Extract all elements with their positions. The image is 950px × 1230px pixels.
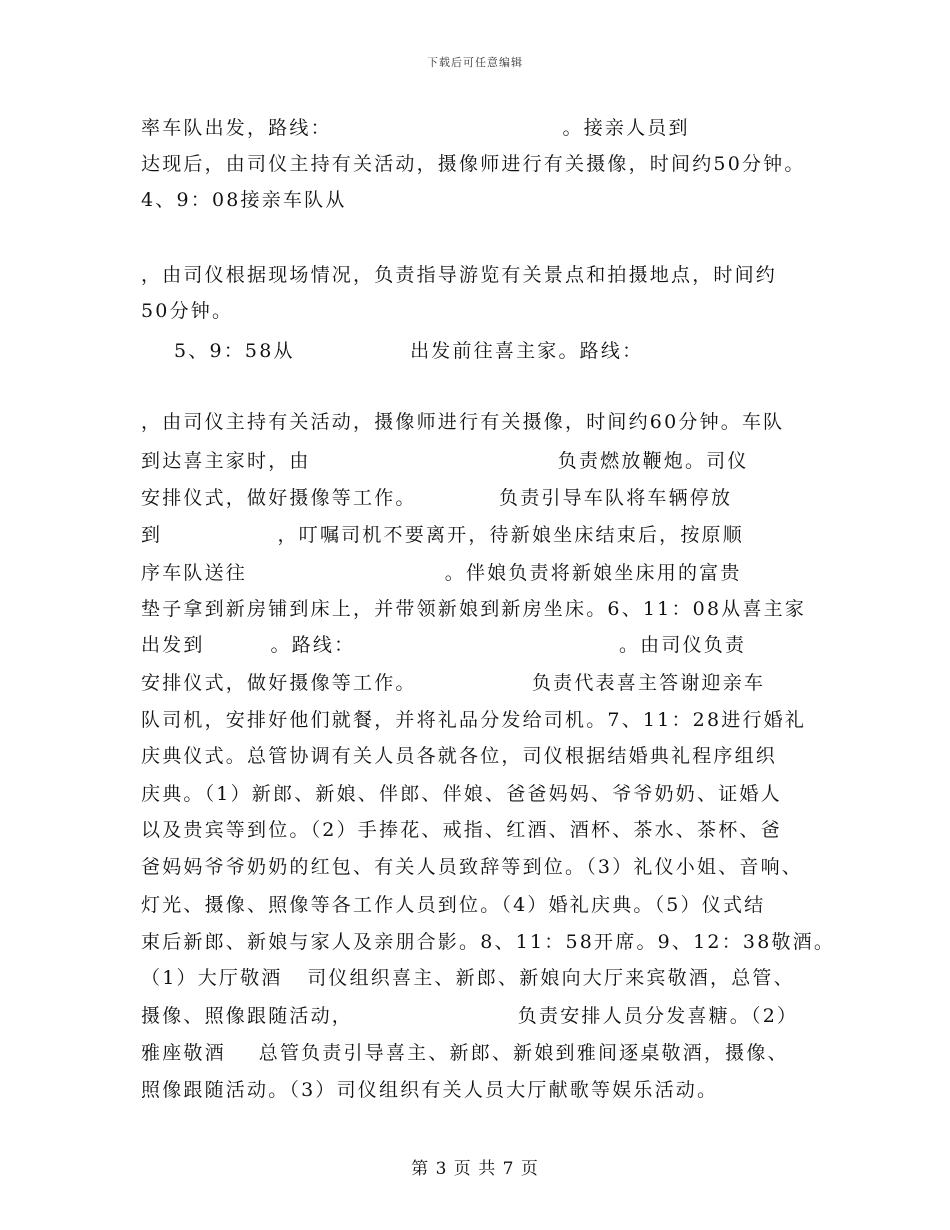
body-line: 以及贵宾等到位。（2）手捧花、戒指、红酒、酒杯、茶水、茶杯、爸 — [141, 819, 782, 841]
body-line: 灯光、摄像、照像等各工作人员到位。（4）婚礼庆典。（5）仪式结 — [141, 894, 766, 916]
body-line: 率车队出发，路线： 。接亲人员到 — [141, 117, 690, 139]
body-line: 到 ，叮嘱司机不要离开，待新娘坐床结束后，按原顺 — [141, 524, 744, 546]
body-line: 安排仪式，做好摄像等工作。 负责引导车队将车辆停放 — [141, 487, 733, 509]
body-line: 庆典仪式。总管协调有关人员各就各位，司仪根据结婚典礼程序组织 — [141, 745, 778, 767]
body-line: 安排仪式，做好摄像等工作。 负责代表喜主答谢迎亲车 — [141, 672, 766, 694]
body-line: 照像跟随活动。（3）司仪组织有关人员大厅献歌等娱乐活动。 — [141, 1079, 719, 1101]
body-line: 达现后，由司仪主持有关活动，摄像师进行有关摄像，时间约50分钟。 — [141, 153, 806, 175]
page-header: 下载后可任意编辑 — [427, 56, 523, 69]
body-line: 垫子拿到新房铺到床上，并带领新娘到新房坐床。6、11：08从喜主家 — [141, 598, 807, 620]
body-line: 摄像、照像跟随活动， 负责安排人员分发喜糖。（2） — [141, 1005, 799, 1027]
body-line: 50分钟。 — [141, 300, 234, 322]
body-line: 庆典。（1）新郎、新娘、伴郎、伴娘、爸爸妈妈、爷爷奶奶、证婚人 — [141, 783, 782, 805]
page-number-footer: 第 3 页 共 7 页 — [411, 1159, 539, 1179]
body-line: 出发到 。路线： 。由司仪负责 — [141, 634, 747, 656]
body-line: 到达喜主家时，由 负责燃放鞭炮。司仪 — [141, 450, 749, 472]
body-line: 束后新郎、新娘与家人及亲朋合影。8、11：58开席。9、12：38敬酒。 — [141, 931, 836, 953]
body-line: ，由司仪根据现场情况，负责指导游览有关景点和拍摄地点，时间约 — [141, 264, 778, 286]
body-line: 序车队送往 。伴娘负责将新娘坐床用的富贵 — [141, 562, 742, 584]
body-line: ，由司仪主持有关活动，摄像师进行有关摄像，时间约60分钟。车队 — [141, 411, 785, 433]
body-line: （1）大厅敬酒 司仪组织喜主、新郎、新娘向大厅来宾敬酒，总管、 — [141, 967, 795, 989]
body-line: 4、9：08接亲车队从 — [141, 189, 347, 211]
body-line: 雅座敬酒 总管负责引导喜主、新郎、新娘到雅间逐桌敬酒，摄像、 — [141, 1042, 789, 1064]
body-line: 5、9：58从 出发前往喜主家。路线： — [141, 340, 644, 362]
body-line: 队司机，安排好他们就餐，并将礼品分发给司机。7、11：28进行婚礼 — [141, 709, 807, 731]
body-line: 爸妈妈爷爷奶奶的红包、有关人员致辞等到位。（3）礼仪小姐、音响、 — [141, 856, 803, 878]
